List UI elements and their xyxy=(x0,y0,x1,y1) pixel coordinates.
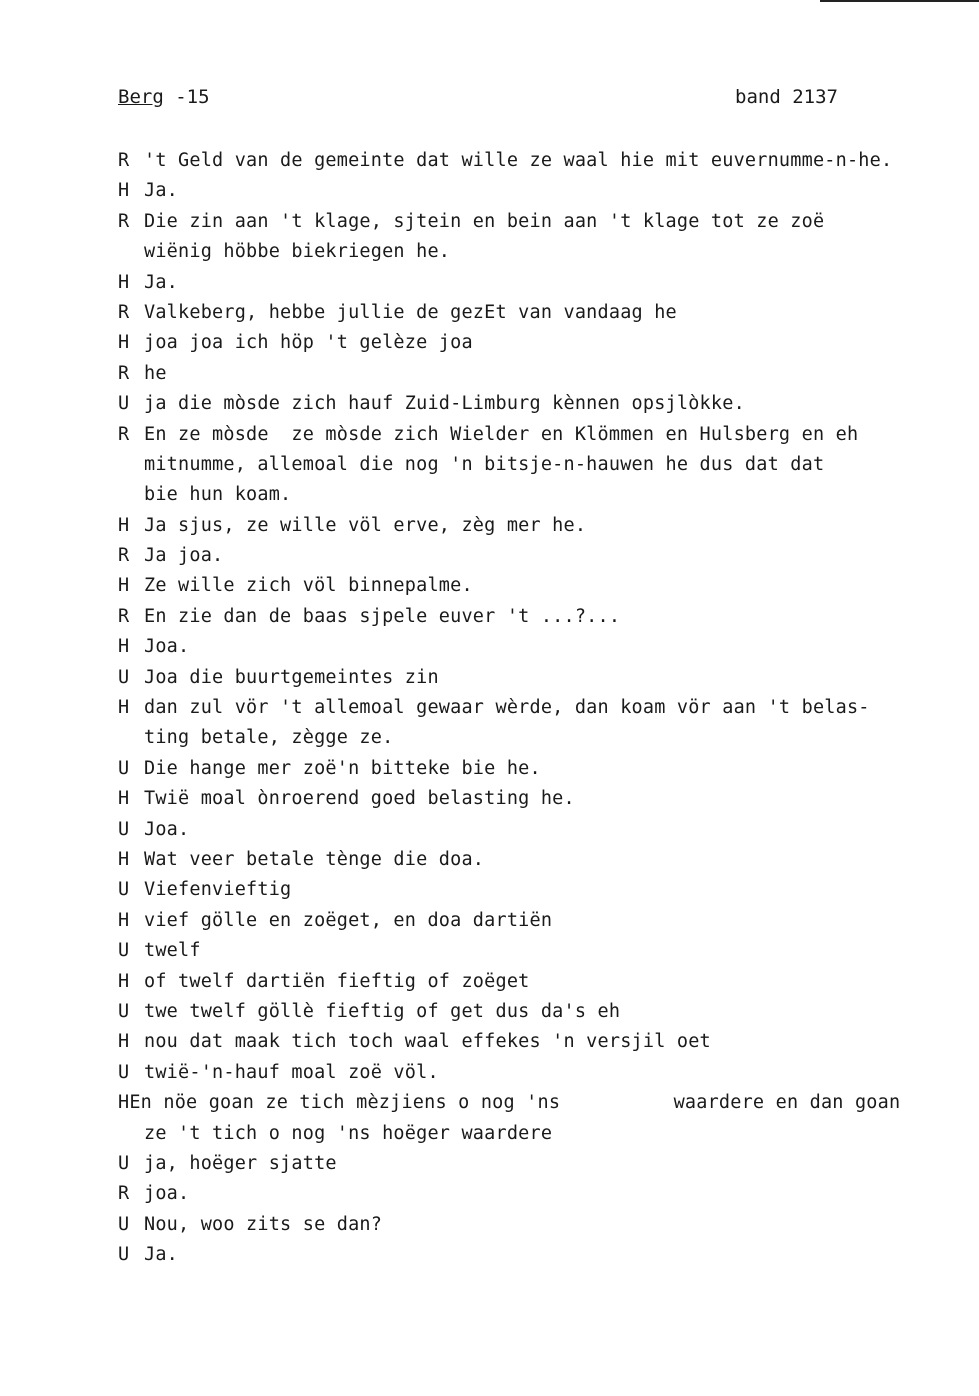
line-text: twië-'n-hauf moal zoë völ. xyxy=(144,1061,439,1083)
transcript-line xyxy=(118,1058,968,1088)
speaker-label: R xyxy=(118,545,130,567)
speaker-label: U xyxy=(118,879,130,901)
transcript-line xyxy=(118,936,968,966)
transcript-line xyxy=(118,997,968,1027)
tape-number: band 2137 xyxy=(735,86,838,108)
line-text: Joa. xyxy=(144,636,190,658)
transcript-line xyxy=(118,1088,968,1118)
line-text: Ja. xyxy=(144,1244,179,1266)
transcript-line xyxy=(118,875,968,905)
transcript-line xyxy=(118,906,968,936)
transcript-continuation-line xyxy=(118,237,968,267)
transcript-line xyxy=(118,784,968,814)
transcript-line xyxy=(118,602,968,632)
line-text: En zie dan de baas sjpele euver 't ...?... xyxy=(144,605,621,627)
line-text: Wat veer betale tènge die doa. xyxy=(144,848,485,870)
line-text: Die zin aan 't klage, sjtein en bein aan 't klage tot ze zoë xyxy=(144,210,825,232)
transcript-line xyxy=(118,420,968,450)
speaker-label: U xyxy=(118,1000,130,1022)
document-title: Berg xyxy=(118,86,164,108)
line-text: Ja. xyxy=(144,271,179,293)
line-text: En ze mòsde ze mòsde zich Wielder en Klömmen en Hulsberg en eh xyxy=(144,423,859,445)
speaker-label: R xyxy=(118,423,130,445)
page-header xyxy=(118,86,848,114)
line-text: bie hun koam. xyxy=(144,484,292,506)
transcript-line xyxy=(118,1210,968,1240)
transcript-line xyxy=(118,359,968,389)
speaker-label: R xyxy=(118,150,130,171)
speaker-label: U xyxy=(118,1152,130,1174)
speaker-label: U xyxy=(118,1213,130,1235)
transcript-line xyxy=(118,176,968,206)
speaker-label: U xyxy=(118,818,130,840)
line-text: Viefenvieftig xyxy=(144,879,292,901)
transcript-line xyxy=(118,1240,968,1270)
line-text: ja, hoëger sjatte xyxy=(144,1152,337,1174)
transcript-line xyxy=(118,389,968,419)
line-text: twelf xyxy=(144,940,201,962)
line-text: Die hange mer zoë'n bitteke bie he. xyxy=(144,757,541,779)
speaker-label: U xyxy=(118,1244,130,1266)
speaker-label: R xyxy=(118,362,130,384)
line-text: joa. xyxy=(144,1183,190,1205)
speaker-label: H xyxy=(118,514,130,536)
speaker-label: H xyxy=(118,1092,130,1114)
line-text: ting betale, zègge ze. xyxy=(144,727,394,749)
speaker-label: H xyxy=(118,1031,130,1053)
transcript-line xyxy=(118,268,968,298)
header-left xyxy=(118,86,210,108)
transcript-continuation-line xyxy=(118,723,968,753)
speaker-label: U xyxy=(118,666,130,688)
line-text: ze 't tich o nog 'ns hoëger waardere xyxy=(144,1122,553,1144)
transcript-line xyxy=(118,1179,968,1209)
transcript-body xyxy=(118,146,968,1270)
line-text: dan zul vör 't allemoal gewaar wèrde, dan koam vör aan 't belas- xyxy=(144,697,870,719)
speaker-label: R xyxy=(118,605,130,627)
transcript-line xyxy=(118,815,968,845)
speaker-label: U xyxy=(118,757,130,779)
transcript-line xyxy=(118,511,968,541)
line-text: Ja. xyxy=(144,180,179,202)
line-text: Twië moal ònroerend goed belasting he. xyxy=(144,788,575,810)
transcript-line xyxy=(118,1027,968,1057)
speaker-label: R xyxy=(118,301,130,323)
line-text: 't Geld van de gemeinte dat wille ze waal hie mit euvernumme-n-he. xyxy=(144,150,893,171)
transcript-continuation-line xyxy=(118,1119,968,1149)
line-text: Nou, woo zits se dan? xyxy=(144,1213,383,1235)
speaker-label: R xyxy=(118,210,130,232)
transcript-line xyxy=(118,146,968,176)
transcript-line xyxy=(118,845,968,875)
line-text: Joa die buurtgemeintes zin xyxy=(144,666,439,688)
transcript-continuation-line xyxy=(118,480,968,510)
top-rule xyxy=(820,0,979,2)
transcript-line xyxy=(118,571,968,601)
speaker-label: H xyxy=(118,697,130,719)
transcript-line xyxy=(118,663,968,693)
line-text: he xyxy=(144,362,167,384)
transcript-line xyxy=(118,632,968,662)
speaker-label: H xyxy=(118,788,130,810)
page-number: -15 xyxy=(175,86,210,108)
line-text: twe twelf göllè fieftig of get dus da's eh xyxy=(144,1000,621,1022)
speaker-label: H xyxy=(118,636,130,658)
transcript-line xyxy=(118,754,968,784)
speaker-label: H xyxy=(118,848,130,870)
speaker-label: H xyxy=(118,332,130,354)
speaker-label: U xyxy=(118,940,130,962)
speaker-label: H xyxy=(118,970,130,992)
line-text: mitnumme, allemoal die nog 'n bitsje-n-hauwen he dus dat dat xyxy=(144,453,825,475)
speaker-label: H xyxy=(118,909,130,931)
line-text: Valkeberg, hebbe jullie de gezEt van vandaag he xyxy=(144,301,677,323)
transcript-line xyxy=(118,1149,968,1179)
line-text: wiënig höbbe biekriegen he. xyxy=(144,241,451,263)
line-text: En nöe goan ze tich mèzjiens o nog 'ns waardere en dan goan xyxy=(129,1092,901,1114)
transcript-continuation-line xyxy=(118,450,968,480)
line-text: Ze wille zich völ binnepalme. xyxy=(144,575,473,597)
transcript-line xyxy=(118,328,968,358)
line-text: Ja joa. xyxy=(144,545,224,567)
speaker-label: H xyxy=(118,575,130,597)
line-text: ja die mòsde zich hauf Zuid-Limburg kènnen opsjlòkke. xyxy=(144,393,745,415)
transcript-line xyxy=(118,207,968,237)
line-text: nou dat maak tich toch waal effekes 'n versjil oet xyxy=(144,1031,711,1053)
speaker-label: H xyxy=(118,180,130,202)
speaker-label: H xyxy=(118,271,130,293)
line-text: vief gölle en zoëget, en doa dartiën xyxy=(144,909,553,931)
speaker-label: R xyxy=(118,1183,130,1205)
line-text: of twelf dartiën fieftig of zoëget xyxy=(144,970,530,992)
line-text: joa joa ich höp 't gelèze joa xyxy=(144,332,473,354)
line-text: Ja sjus, ze wille völ erve, zèg mer he. xyxy=(144,514,587,536)
speaker-label: U xyxy=(118,1061,130,1083)
transcript-line xyxy=(118,967,968,997)
speaker-label: U xyxy=(118,393,130,415)
transcript-line xyxy=(118,693,968,723)
transcript-line xyxy=(118,298,968,328)
transcript-line xyxy=(118,541,968,571)
line-text: Joa. xyxy=(144,818,190,840)
